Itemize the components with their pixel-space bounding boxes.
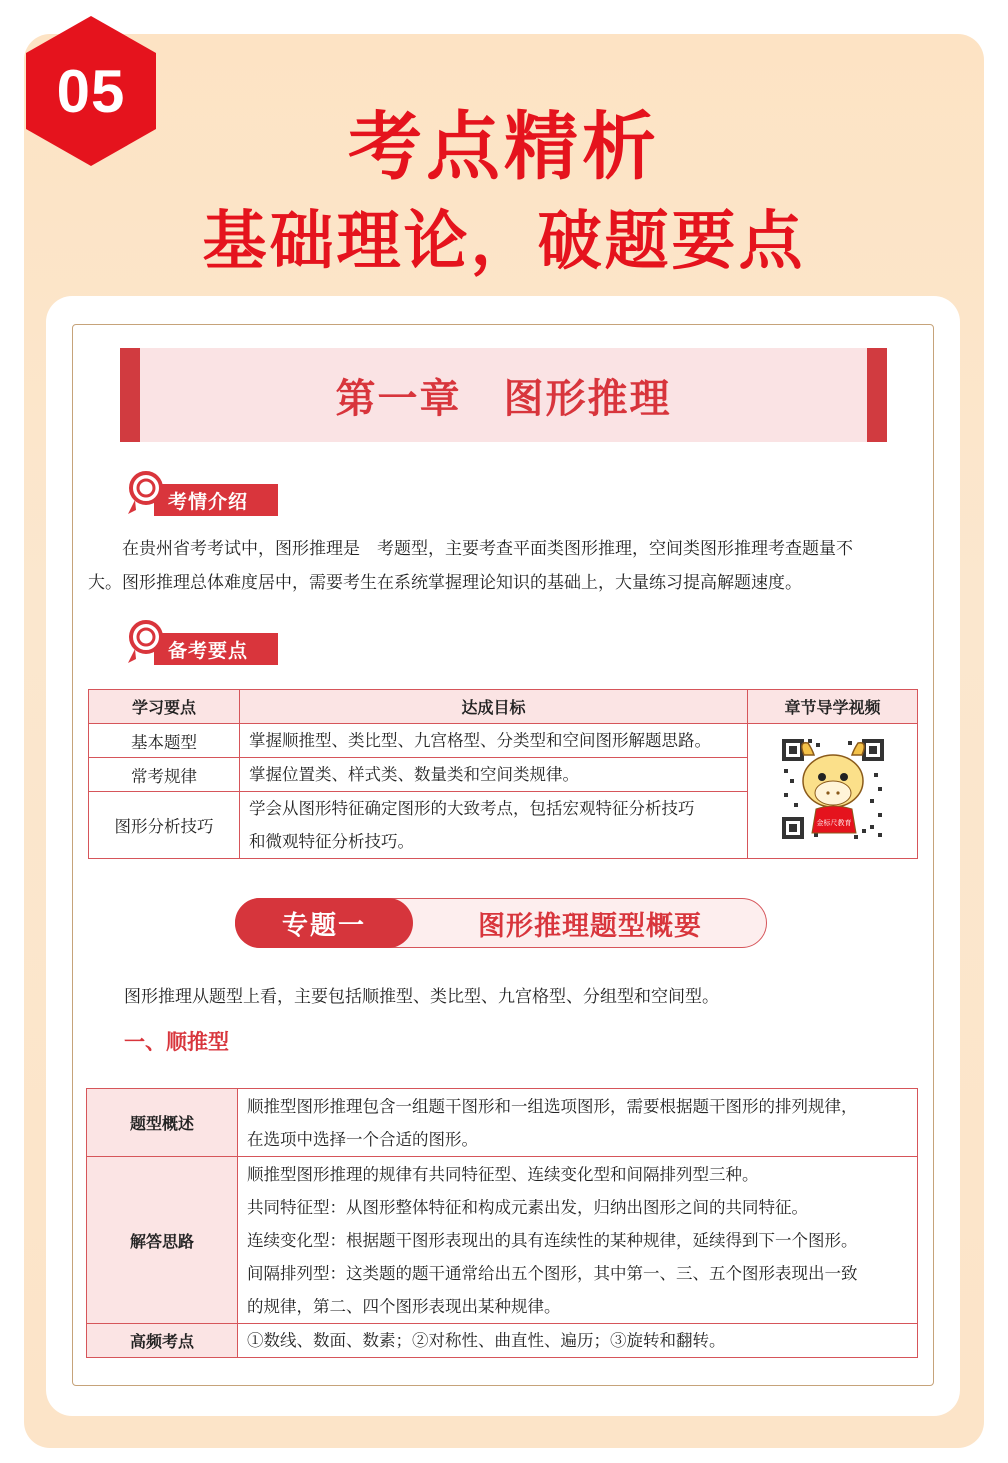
table-row — [87, 1089, 918, 1157]
section-heading-label: 考情介绍 — [154, 484, 278, 516]
table-cell: 常考规律 — [89, 758, 240, 792]
cell-line: 顺推型图形推理的规律有共同特征型、连续变化型和间隔排列型三种。 — [247, 1164, 759, 1184]
column-header: 学习要点 — [89, 690, 240, 724]
cell-line: 在选项中选择一个合适的图形。 — [247, 1129, 478, 1149]
qr-caption: 金标尺教育 — [816, 819, 851, 827]
row-value — [238, 1157, 918, 1324]
exam-overview-paragraph-2 — [88, 566, 920, 600]
cell-line: 间隔排列型：这类题的题干通常给出五个图形，其中第一、三、五个图形表现出一致 — [247, 1263, 858, 1283]
topic-label: 专题一 — [235, 898, 413, 948]
topic-banner — [235, 898, 767, 948]
exam-overview-paragraph — [88, 532, 920, 566]
cell-line: 连续变化型：根据题干图形表现出的具有连续性的某种规律，延续得到下一个图形。 — [247, 1230, 858, 1250]
column-header: 章节导学视频 — [748, 690, 918, 724]
row-key: 解答思路 — [87, 1157, 238, 1324]
chapter-title: 第一章 图形推理 — [335, 374, 672, 422]
table-cell: 基本题型 — [89, 724, 240, 758]
qr-code-mascot-icon[interactable] — [778, 733, 888, 845]
table-row — [87, 1324, 918, 1358]
sequential-type-table — [86, 1088, 918, 1358]
table-cell: 图形分析技巧 — [89, 792, 240, 859]
table-row — [89, 724, 918, 758]
cell-line: 学会从图形特征确定图形的大致考点，包括宏观特征分析技巧 — [249, 799, 695, 818]
topic-title: 图形推理题型概要 — [478, 910, 702, 942]
row-value — [238, 1324, 918, 1358]
study-points-table — [88, 689, 918, 859]
cell-line: 共同特征型：从图形整体特征和构成元素出发，归纳出图形之间的共同特征。 — [247, 1197, 808, 1217]
section-heading-prep-points — [126, 619, 282, 665]
subsection-heading: 一、顺推型 — [124, 1030, 229, 1054]
cell-line: ①数线、数面、数素；②对称性、曲直性、遍历；③旋转和翻转。 — [247, 1331, 726, 1350]
chapter-banner — [120, 348, 887, 442]
column-header: 达成目标 — [240, 690, 748, 724]
row-value — [238, 1089, 918, 1157]
section-heading-exam-overview — [126, 470, 282, 516]
paragraph-line: 在贵州省考考试中，图形推理是 考题型，主要考查平面类图形推理，空间类图形推理考查题量不 — [122, 539, 853, 559]
table-cell: 掌握顺推型、类比型、九宫格型、分类型和空间图形解题思路。 — [240, 724, 748, 758]
row-key: 题型概述 — [87, 1089, 238, 1157]
row-key: 高频考点 — [87, 1324, 238, 1358]
section-heading-label: 备考要点 — [154, 633, 278, 665]
magnifier-icon — [126, 470, 172, 516]
table-cell — [240, 792, 748, 859]
table-row — [87, 1157, 918, 1324]
magnifier-icon — [126, 619, 172, 665]
paragraph-line: 大。图形推理总体难度居中，需要考生在系统掌握理论知识的基础上，大量练习提高解题速度。 — [88, 573, 802, 593]
cell-line: 和微观特征分析技巧。 — [249, 832, 414, 851]
table-header-row — [89, 690, 918, 724]
hero-subtitle: 基础理论，破题要点 — [202, 205, 806, 279]
cell-line: 顺推型图形推理包含一组题干图形和一组选项图形，需要根据题干图形的排列规律， — [247, 1096, 858, 1116]
badge-number: 05 — [56, 57, 126, 125]
video-qr-cell[interactable] — [748, 724, 918, 859]
hero-title: 考点精析 — [348, 104, 660, 190]
cell-line: 的规律，第二、四个图形表现出某种规律。 — [247, 1296, 561, 1316]
table-cell: 掌握位置类、样式类、数量类和空间类规律。 — [240, 758, 748, 792]
intro-paragraph: 图形推理从题型上看，主要包括顺推型、类比型、九宫格型、分组型和空间型。 — [124, 987, 719, 1007]
